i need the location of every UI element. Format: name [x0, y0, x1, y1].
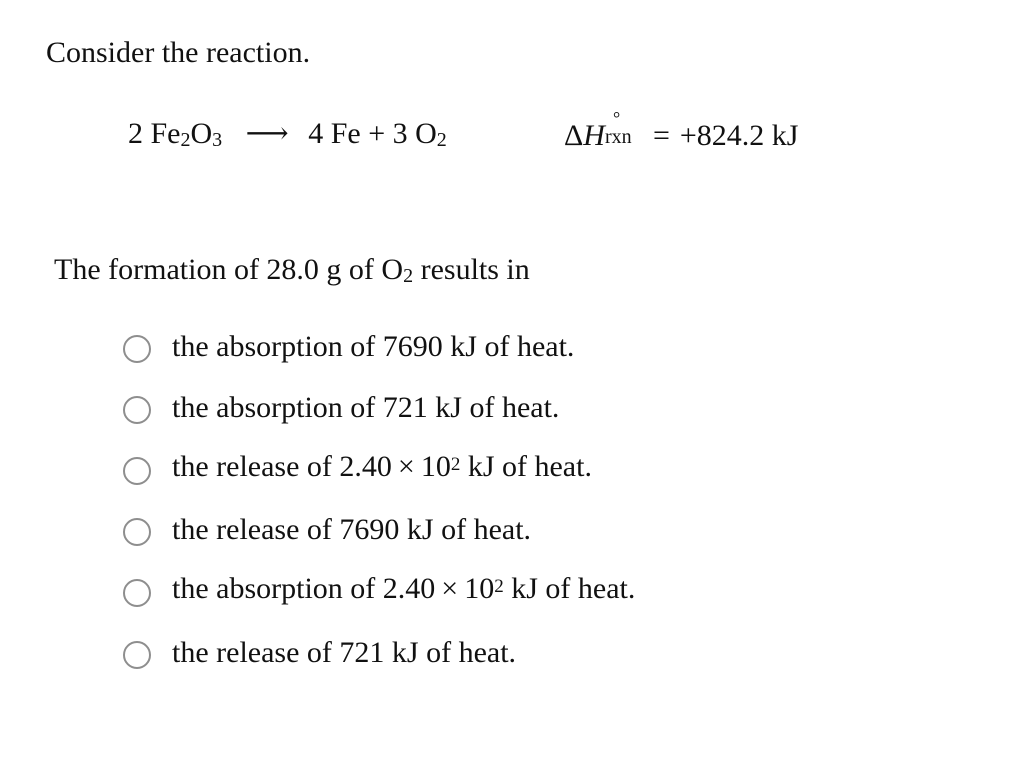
radio-button[interactable]	[123, 335, 151, 363]
question-text	[54, 251, 530, 292]
answer-option-4[interactable]	[123, 502, 635, 563]
answer-options	[123, 318, 635, 685]
answer-option-1[interactable]	[123, 318, 635, 379]
answer-label[interactable]: the release of 7690 kJ of heat.	[172, 513, 532, 547]
answer-label[interactable]	[172, 570, 635, 612]
equals-sign: =	[652, 119, 670, 152]
enthalpy-subscript: rxn	[604, 126, 632, 148]
reactant-coefficient: 2	[128, 117, 143, 150]
product-o2-element: O	[415, 117, 437, 150]
enthalpy-value: +824.2 kJ	[679, 119, 799, 152]
answer-option-5[interactable]	[123, 563, 635, 624]
answer-label-base: 10	[464, 572, 495, 606]
question-suffix: results in	[413, 253, 530, 286]
answer-label[interactable]: the release of 721 kJ of heat.	[172, 635, 517, 669]
radio-button[interactable]	[123, 641, 151, 669]
product-o2-subscript: 2	[436, 129, 447, 151]
answer-label-post: kJ of heat.	[460, 449, 592, 483]
answer-label-exponent: 2	[494, 576, 504, 598]
reaction-arrow-icon: ⟶	[245, 117, 289, 150]
reactant-element-o: O	[190, 117, 213, 150]
question-prefix: The formation of 28.0 g of O	[54, 253, 404, 286]
intro-text: Consider the reaction.	[46, 36, 311, 69]
times-sign: ×	[397, 449, 415, 483]
answer-label-post: kJ of heat.	[503, 572, 636, 606]
answer-label-base: 10	[420, 449, 451, 483]
reactant-subscript-fe: 2	[180, 129, 191, 151]
answer-label[interactable]: the absorption of 721 kJ of heat.	[172, 390, 560, 424]
question-subscript: 2	[403, 265, 414, 287]
answer-label[interactable]: the absorption of 7690 kJ of heat.	[172, 329, 575, 363]
answer-label-pre: the absorption of 2.40	[172, 572, 436, 606]
standard-state-degree: °	[612, 108, 621, 128]
reactant-element-fe: Fe	[150, 117, 181, 150]
radio-button[interactable]	[123, 579, 151, 607]
enthalpy-symbol: H	[583, 119, 605, 152]
radio-button[interactable]	[123, 396, 151, 424]
reactant-subscript-o: 3	[212, 129, 223, 151]
product-fe: 4 Fe	[308, 117, 361, 150]
reaction-equation	[128, 115, 447, 156]
answer-label[interactable]	[172, 448, 592, 490]
enthalpy-expression	[564, 108, 799, 155]
product-o2-coefficient: 3	[392, 117, 408, 150]
times-sign: ×	[441, 572, 459, 606]
answer-option-3[interactable]	[123, 440, 635, 501]
answer-label-pre: the release of 2.40	[172, 449, 392, 483]
radio-button[interactable]	[123, 457, 151, 485]
answer-option-6[interactable]	[123, 624, 635, 685]
delta-symbol: Δ	[564, 119, 584, 152]
answer-label-exponent: 2	[450, 453, 461, 475]
plus-sign: +	[368, 117, 386, 150]
answer-option-2[interactable]	[123, 379, 635, 440]
radio-button[interactable]	[123, 518, 151, 546]
enthalpy-scripts	[604, 108, 643, 148]
